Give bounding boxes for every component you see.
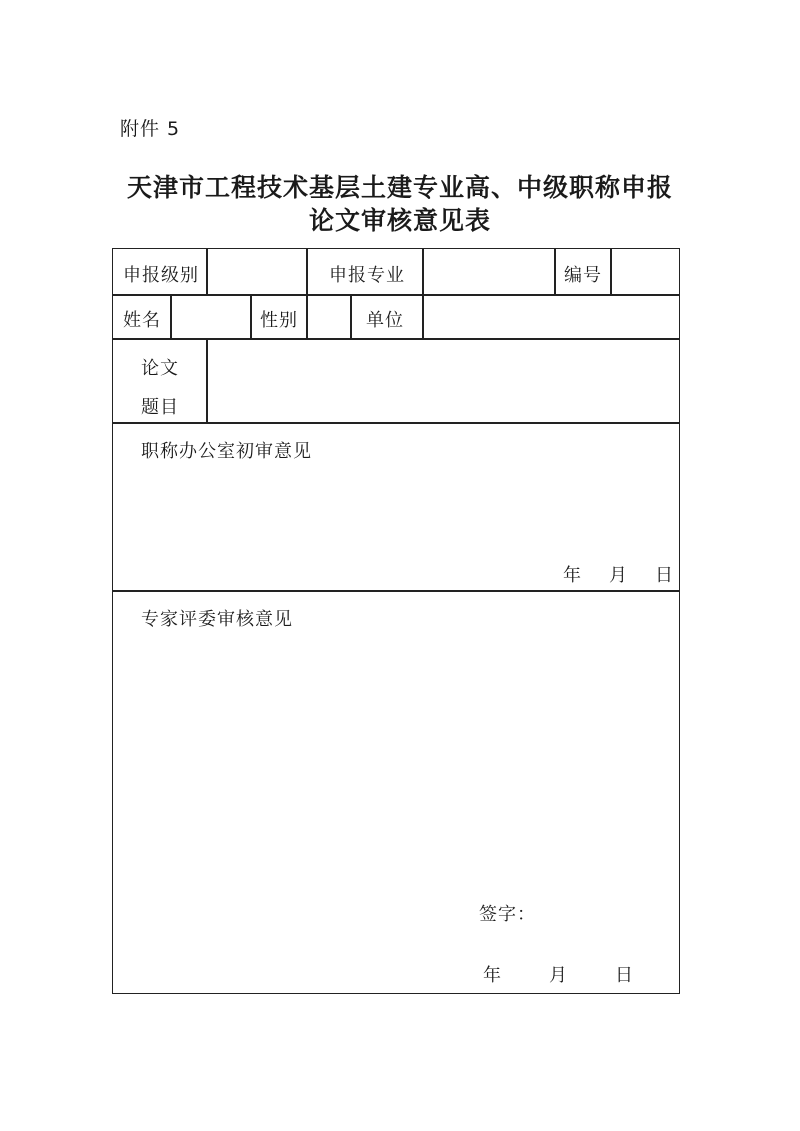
expert-review-area[interactable] (115, 634, 677, 874)
office-review-year: 年 (563, 565, 582, 586)
apply-level-label: 申报级别 (123, 265, 199, 286)
office-review-day: 日 (655, 565, 674, 586)
column-divider (350, 294, 352, 338)
apply-major-field[interactable] (424, 251, 552, 292)
review-form-table (112, 248, 680, 994)
name-field[interactable] (172, 296, 248, 336)
row-divider (113, 590, 679, 592)
apply-level-field[interactable] (208, 251, 304, 292)
work-unit-label: 单位 (366, 310, 404, 331)
office-review-month: 月 (609, 565, 628, 586)
thesis-title-field[interactable] (208, 340, 678, 420)
column-divider (554, 249, 556, 294)
column-divider (250, 294, 252, 338)
gender-field[interactable] (308, 296, 348, 336)
column-divider (306, 249, 308, 294)
serial-number-field[interactable] (612, 251, 678, 292)
row-divider (113, 422, 679, 424)
name-label: 姓名 (123, 310, 161, 331)
thesis-title-label-line-2: 题目 (141, 397, 179, 418)
expert-review-day: 日 (615, 965, 634, 986)
thesis-title-label-line-1: 论文 (141, 358, 179, 379)
apply-major-label: 申报专业 (329, 265, 405, 286)
attachment-label: 附件 5 (120, 118, 181, 140)
expert-review-month: 月 (549, 965, 568, 986)
document-title-line-1: 天津市工程技术基层土建专业高、中级职称申报 (126, 173, 673, 202)
expert-review-year: 年 (483, 965, 502, 986)
work-unit-field[interactable] (424, 296, 678, 336)
office-review-area[interactable] (115, 464, 677, 554)
office-review-label: 职称办公室初审意见 (141, 441, 312, 462)
expert-review-label: 专家评委审核意见 (141, 609, 293, 630)
gender-label: 性别 (260, 310, 298, 331)
document-title-line-2: 论文审核意见表 (308, 206, 491, 235)
serial-number-label: 编号 (564, 265, 602, 286)
signature-label: 签字： (479, 904, 536, 925)
